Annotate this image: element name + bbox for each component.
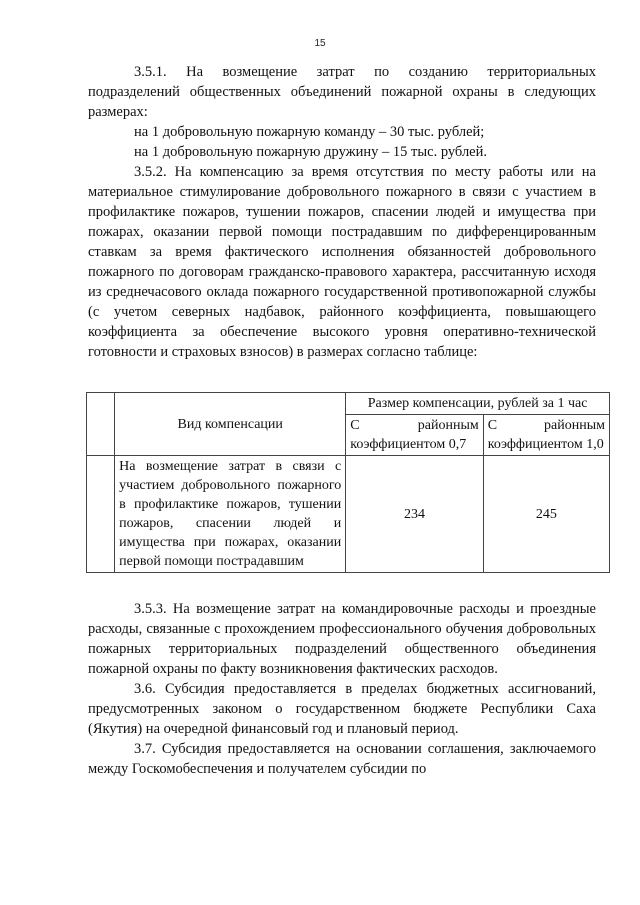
paragraph-3-5-3: 3.5.3. На возмещение затрат на командировочные расходы и проездные расходы, связанные с прохождением профессионального обучения добровольных пожарных территориальных подразделений общественного объединения пожарной охраны по факту возникновения фактических расходов.	[88, 601, 596, 677]
row-value-coefficient-0-7: 234	[346, 456, 484, 573]
header-coefficient-0-7: С районным коэффициентом 0,7	[346, 415, 484, 456]
paragraph-3-7: 3.7. Субсидия предоставляется на основании соглашения, заключаемого между Госкомобеспечения и получателем субсидии по	[88, 741, 596, 777]
row-value-coefficient-1-0: 245	[483, 456, 609, 573]
row-number-cell	[87, 456, 115, 573]
compensation-table	[86, 392, 610, 573]
page-number: 15	[314, 38, 326, 49]
list-item-squad: на 1 добровольную пожарную дружину – 15 тыс. рублей.	[134, 144, 488, 160]
paragraph-3-5-1: 3.5.1. На возмещение затрат по созданию территориальных подразделений общественных объединений пожарной охраны в следующих размерах:	[88, 64, 596, 120]
list-item-team: на 1 добровольную пожарную команду – 30 тыс. рублей;	[134, 124, 485, 140]
header-compensation-size: Размер компенсации, рублей за 1 час	[346, 393, 610, 415]
document-body	[88, 62, 605, 779]
paragraph-3-6: 3.6. Субсидия предоставляется в пределах бюджетных ассигнований, предусмотренных законом о государственном бюджете Республики Саха (Якутия) на очередной финансовый год и плановый период.	[88, 681, 596, 737]
paragraph-3-5-2: 3.5.2. На компенсацию за время отсутствия по месту работы или на материальное стимулирование добровольного пожарного в связи с участием в профилактике пожаров, тушении пожаров, спасении людей и имущества при пожарах, оказании первой помощи пострадавшим по дифференцированным ставкам за время фактического исполнения обязанностей добровольного пожарного по договорам гражданско-правового характера, рассчитанную исходя из среднечасового оклада пожарного государственной противопожарной службы (с учетом северных надбавок, районного коэффициента, повышающего коэффициента за обеспечение высокого уровня оперативно-технической готовности и страховых взносов) в размерах согласно таблице:	[88, 164, 596, 360]
header-compensation-type: Вид компенсации	[115, 393, 346, 456]
table-header-row	[87, 393, 610, 415]
header-number-cell	[87, 393, 115, 456]
row-description: На возмещение затрат в связи с участием добровольного пожарного в профилактике пожаров, тушении пожаров, спасении людей и имущества при пожарах, оказании первой помощи пострадавшим	[115, 456, 346, 573]
table-row	[87, 456, 610, 573]
header-coefficient-1-0: С районным коэффициентом 1,0	[483, 415, 609, 456]
